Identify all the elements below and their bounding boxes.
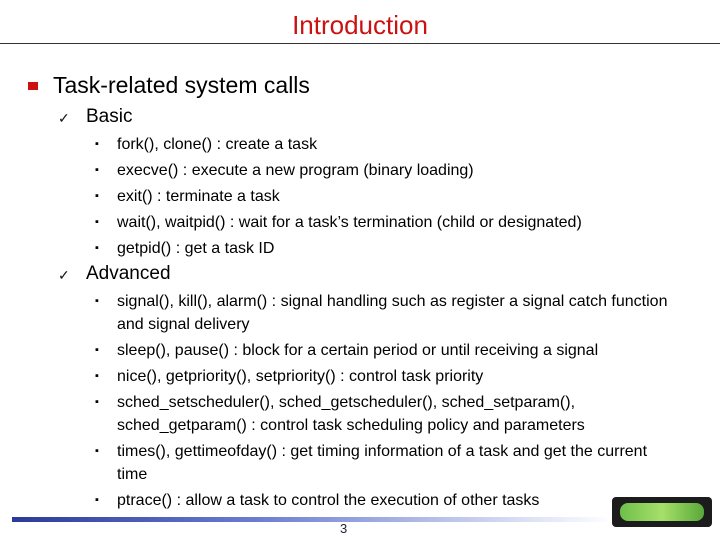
- small-square-bullet-icon: ▪: [95, 396, 99, 408]
- page-number: 3: [340, 521, 348, 536]
- list-item: ▪ times(), gettimeofday() : get timing information of a task and get the current time: [95, 440, 670, 486]
- checkmark-icon: ✓: [58, 267, 70, 283]
- small-square-bullet-icon: ▪: [95, 242, 99, 254]
- logo-mark: [620, 503, 704, 521]
- list-item: ▪ sleep(), pause() : block for a certain period or until receiving a signal: [95, 339, 670, 362]
- small-square-bullet-icon: ▪: [95, 190, 99, 202]
- list-item: ▪ signal(), kill(), alarm() : signal handling such as register a signal catch function and signal delivery: [95, 290, 670, 336]
- list-item: ▪ wait(), waitpid() : wait for a task’s termination (child or designated): [95, 211, 655, 234]
- small-square-bullet-icon: ▪: [95, 164, 99, 176]
- basic-list: [95, 133, 655, 263]
- footer-bar: [12, 517, 612, 522]
- main-heading: Task-related system calls: [53, 72, 310, 98]
- slide-title: Introduction: [292, 10, 428, 40]
- list-item: ▪ sched_setscheduler(), sched_getscheduler(), sched_setparam(), sched_getparam() : control task scheduling policy and parameters: [95, 391, 670, 437]
- advanced-list: [95, 290, 670, 515]
- red-square-bullet-icon: [28, 82, 38, 90]
- small-square-bullet-icon: ▪: [95, 370, 99, 382]
- section-label-advanced: Advanced: [86, 263, 171, 284]
- logo: [612, 497, 712, 527]
- list-item: ▪ execve() : execute a new program (binary loading): [95, 159, 655, 182]
- small-square-bullet-icon: ▪: [95, 216, 99, 228]
- checkmark-icon: ✓: [58, 110, 70, 126]
- list-item: ▪ fork(), clone() : create a task: [95, 133, 655, 156]
- title-rule: [0, 43, 720, 44]
- list-item: ▪ exit() : terminate a task: [95, 185, 655, 208]
- small-square-bullet-icon: ▪: [95, 494, 99, 506]
- small-square-bullet-icon: ▪: [95, 295, 99, 307]
- small-square-bullet-icon: ▪: [95, 138, 99, 150]
- small-square-bullet-icon: ▪: [95, 445, 99, 457]
- list-item: ▪ getpid() : get a task ID: [95, 237, 655, 260]
- list-item: ▪ ptrace() : allow a task to control the execution of other tasks: [95, 489, 670, 512]
- small-square-bullet-icon: ▪: [95, 344, 99, 356]
- section-label-basic: Basic: [86, 106, 133, 127]
- list-item: ▪ nice(), getpriority(), setpriority() : control task priority: [95, 365, 670, 388]
